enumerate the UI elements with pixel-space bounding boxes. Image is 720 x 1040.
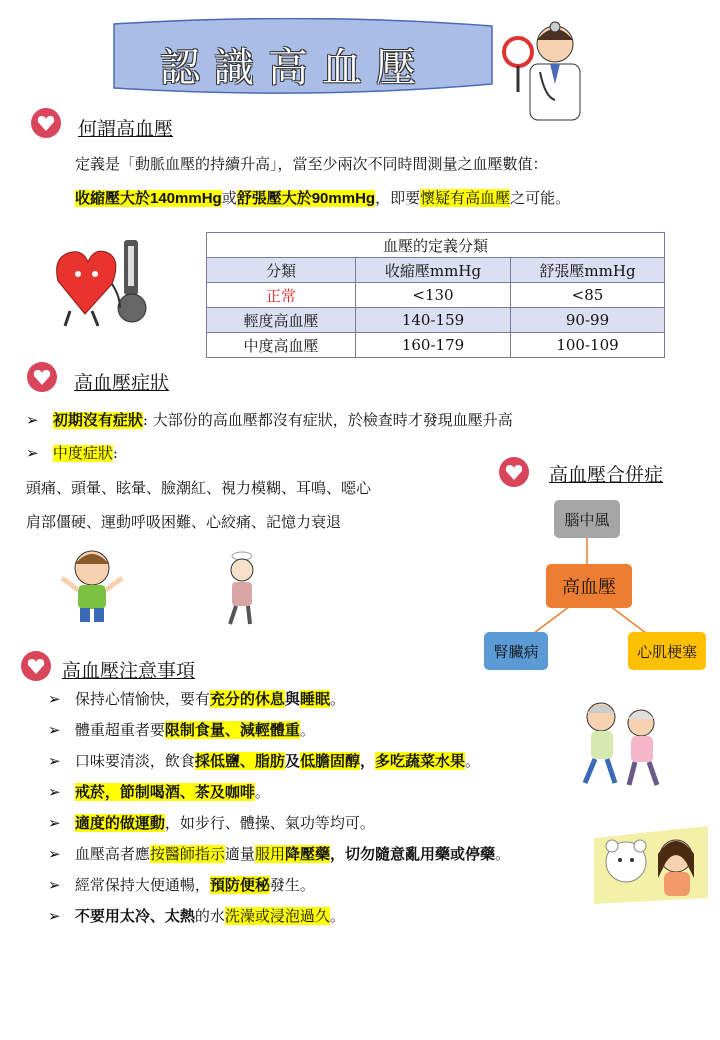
- note-text: 的水: [194, 907, 225, 925]
- note-item: [48, 746, 608, 777]
- node-myocardial-infarction: 心肌梗塞: [628, 632, 706, 670]
- early-symptoms: ➢ 初期沒有症狀: 大部份的高血壓都沒有症狀，於檢查時才發現血壓升高: [26, 411, 513, 429]
- heart-gauge-illustration: [50, 236, 160, 331]
- arrow-bullet-icon: ➢: [48, 845, 61, 863]
- note-item: [48, 715, 608, 746]
- moderate-symptoms: ➢ 中度症狀:: [26, 444, 118, 462]
- table-header: 分類: [207, 258, 356, 283]
- note-text: ，切勿隨意亂用藥或停藥: [329, 845, 495, 863]
- note-text: 口味要清淡，飲食: [74, 752, 195, 770]
- table-caption: 血壓的定義分類: [207, 233, 665, 258]
- heart-icon: [30, 107, 62, 139]
- note-text: 限制食量、減輕體重: [164, 721, 300, 739]
- note-item: [48, 839, 608, 870]
- note-text: 服用: [254, 845, 285, 863]
- note-text: 。: [329, 690, 345, 708]
- heart-icon: [26, 361, 58, 393]
- early-symptom-label: 初期沒有症狀: [52, 412, 143, 429]
- bp-classification-table: [206, 232, 665, 358]
- note-text: 降壓藥: [284, 845, 330, 863]
- note-text: 適度的做運動: [74, 814, 165, 832]
- note-text: 按醫師指示: [149, 845, 225, 863]
- note-text: 不要用太冷、太熱: [74, 907, 195, 925]
- note-text: 戒菸，節制喝酒、茶及咖啡: [74, 783, 255, 801]
- arrow-bullet-icon: ➢: [48, 690, 61, 708]
- arrow-bullet-icon: ➢: [48, 814, 61, 832]
- note-text: 與: [284, 690, 300, 708]
- dizzy-boy-illustration: [50, 540, 135, 625]
- table-row: [207, 308, 665, 333]
- arrow-bullet-icon: ➢: [48, 721, 61, 739]
- elderly-walking-illustration: [565, 695, 675, 790]
- systolic-criterion: 收縮壓大於140mmHg: [75, 190, 222, 207]
- note-text: 。: [299, 721, 315, 739]
- arrow-bullet-icon: ➢: [48, 783, 61, 801]
- table-row: [207, 333, 665, 358]
- section-heading-symptoms: 高血壓症狀: [74, 372, 170, 394]
- note-text: 體重超重者要: [74, 721, 165, 739]
- section-heading-definition: 何謂高血壓: [78, 118, 174, 140]
- note-text: 發生。: [269, 876, 315, 894]
- note-text: 。: [494, 845, 510, 863]
- table-cell: 140-159: [356, 308, 511, 333]
- table-cell: 160-179: [356, 333, 511, 358]
- note-item: [48, 901, 608, 932]
- table-row: [207, 283, 665, 308]
- table-cell: 中度高血壓: [207, 333, 356, 358]
- heart-icon: [498, 456, 530, 488]
- note-text: 適量: [224, 845, 255, 863]
- note-text: 。: [254, 783, 270, 801]
- arrow-bullet-icon: ➢: [26, 411, 39, 429]
- section-heading-notes: 高血壓注意事項: [62, 660, 196, 682]
- symptom-list-line1: 頭痛、頭暈、眩暈、臉潮紅、視力模糊、耳鳴、噁心: [26, 479, 372, 497]
- definition-criteria: 收縮壓大於140mmHg或舒張壓大於90mmHg，即要懷疑有高血壓之可能。: [75, 189, 571, 207]
- note-text: 採低鹽、脂肪: [194, 752, 285, 770]
- note-text: 低膽固醇: [299, 752, 360, 770]
- arrow-bullet-icon: ➢: [48, 752, 61, 770]
- doctor-illustration: [500, 12, 595, 122]
- node-hypertension: 高血壓: [546, 564, 632, 608]
- note-text: ，: [359, 752, 375, 770]
- note-item: [48, 808, 608, 839]
- table-header: 舒張壓mmHg: [511, 258, 665, 283]
- arrow-bullet-icon: ➢: [26, 444, 39, 462]
- bear-girl-illustration: [590, 818, 712, 908]
- note-text: 。: [464, 752, 480, 770]
- table-cell: 100-109: [511, 333, 665, 358]
- note-text: 預防便秘: [209, 876, 270, 894]
- note-item: [48, 684, 608, 715]
- node-stroke: 腦中風: [554, 500, 620, 538]
- note-text: 及: [284, 752, 300, 770]
- note-text: 保持心情愉快，要有: [74, 690, 210, 708]
- heart-icon: [20, 650, 52, 682]
- table-cell: <85: [511, 283, 665, 308]
- section-heading-complications: 高血壓合併症: [549, 464, 664, 486]
- symptom-list-line2: 肩部僵硬、運動呼吸困難、心絞痛、記憶力衰退: [26, 513, 342, 531]
- table-cell: <130: [356, 283, 511, 308]
- node-kidney-disease: 腎臟病: [484, 632, 548, 670]
- dizzy-man-illustration: [210, 548, 270, 628]
- notes-list: [48, 684, 608, 932]
- arrow-bullet-icon: ➢: [48, 876, 61, 894]
- note-item: [48, 777, 608, 808]
- note-text: 洗澡或浸泡過久: [224, 907, 330, 925]
- diastolic-criterion: 舒張壓大於90mmHg: [236, 190, 376, 207]
- table-cell: 正常: [207, 283, 356, 308]
- note-text: 。: [329, 907, 345, 925]
- moderate-symptom-label: 中度症狀: [52, 445, 113, 462]
- note-text: ，如步行、體操、氣功等均可。: [164, 814, 375, 832]
- note-text: 充分的休息: [209, 690, 285, 708]
- note-item: [48, 870, 608, 901]
- arrow-bullet-icon: ➢: [48, 907, 61, 925]
- table-cell: 90-99: [511, 308, 665, 333]
- note-text: 多吃蔬菜水果: [374, 752, 465, 770]
- table-header: 收縮壓mmHg: [356, 258, 511, 283]
- note-text: 經常保持大便通暢，: [74, 876, 210, 894]
- definition-text: 定義是「動脈血壓的持續升高」，當至少兩次不同時間測量之血壓數值：: [75, 155, 548, 173]
- note-text: 血壓高者應: [74, 845, 150, 863]
- suspect-highlight: 懷疑有高血壓: [420, 189, 511, 207]
- note-text: 睡眠: [299, 690, 330, 708]
- table-cell: 輕度高血壓: [207, 308, 356, 333]
- page-title: 認識高血壓: [160, 45, 430, 91]
